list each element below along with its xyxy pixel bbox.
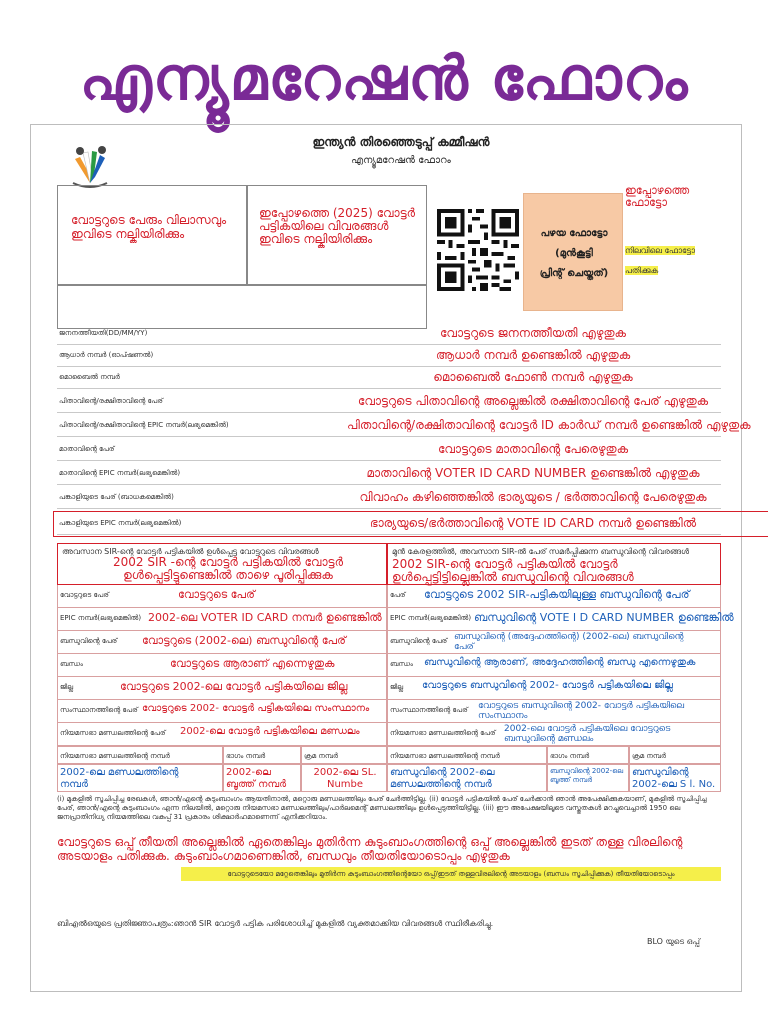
relative-2002-section: മുൻ കേരളത്തിൽ, അവസാന SIR-ൽ പേര് സമർപ്പിക്കുന്ന ബന്ധുവിന്റെ വിവരങ്ങൾ 2002 SIR-ന്റെ വോട്ടർ പട്ടികയിൽ വോട്ടർ ഉൾപ്പെട്ടിട്ടില്ലെങ്കിൽ ബന്ധുവിന്റെ വിവരങ്ങൾ: [387, 543, 721, 585]
signature-instruction: വോട്ടറുടെ ഒപ്പ് തീയതി അല്ലെങ്കിൽ ഏതെങ്കിലും മുതിർന്ന കുടുംബാംഗത്തിന്റെ ഒപ്പ് അല്ലെങ്കിൽ ഇടത് തള്ള വിരലിന്റെ അടയാളം പതിക്കുക. കുടുംബാംഗമാണെങ്കിൽ, ബന്ധവും തീയതിയോടൊപ്പം എഴുതുക: [57, 835, 683, 863]
mother-name-row: മാതാവിന്റെ പേര് വോട്ടറുടെ മാതാവിന്റെ പേരെഴുതുക: [57, 439, 721, 461]
relative-constituency-cell: നിയമസഭാ മണ്ഡലത്തിന്റെ പേര് 2002-ലെ വോട്ടർ പട്ടികയിലെ വോട്ടറുടെ ബന്ധുവിന്റെ മണ്ഡലം: [387, 723, 721, 746]
new-photo-label: ഇപ്പോഴത്തെ ഫോട്ടോ: [625, 184, 690, 209]
blo-signature: BLO യുടെ ഒപ്പ്: [647, 937, 700, 946]
father-epic-row: പിതാവിന്റെ/രക്ഷിതാവിന്റെ EPIC നമ്പർ(ലഭ്യമെങ്കിൽ) പിതാവിന്റെ/രക്ഷിതാവിന്റെ വോട്ടർ ID കാർഡ് നമ്പർ ഉണ്ടെങ്കിൽ എഴുതുക: [57, 415, 721, 437]
spouse-epic-row: പങ്കാളിയുടെ EPIC നമ്പർ(ലഭ്യമെങ്കിൽ) ഭാര്യയുടെ/ഭർത്താവിന്റെ VOTE ID CARD നമ്പർ ഉണ്ടെങ്കിൽ: [57, 513, 721, 535]
td-relative-constituency-no: ബന്ധുവിന്റെ 2002-ലെ മണ്ഡലത്തിന്റെ നമ്പർ: [387, 764, 547, 792]
signature-bar: വോട്ടറുടെയോ മറ്റേതെങ്കിലും മുതിർന്ന കുടുംബാംഗത്തിന്റെയോ ഒപ്പ്/ഇടത് തള്ളവിരലിന്റെ അടയാളം (ബന്ധം സൂചിപ്പിക്കുക) തീയതിയോടൊപ്പം: [181, 867, 721, 881]
new-photo-instruction: നിലവിലെ ഫോട്ടോ പതിക്കുക: [625, 246, 696, 275]
td-serial-no: 2002-ലെ SL. Numbe: [301, 764, 387, 792]
enumeration-form: [30, 124, 751, 992]
qr-code-icon: [437, 207, 519, 293]
page-title: എന്യൂമറേഷൻ ഫോറം: [79, 44, 689, 114]
td-relative-serial-no: ബന്ധുവിന്റെ 2002-ലെ S l. No.: [629, 764, 721, 792]
relative-state-cell: സംസ്ഥാനത്തിന്റെ പേര് വോട്ടറുടെ ബന്ധുവിന്റെ 2002- വോട്ടർ പട്ടികയിലെ സംസ്ഥാനം: [387, 700, 721, 723]
voter-district-cell: ജില്ല വോട്ടറുടെ 2002-ലെ വോട്ടർ പട്ടികയിലെ ജില്ല: [57, 677, 387, 700]
voter-name-cell: വോട്ടറുടെ പേര് വോട്ടറുടെ പേര്: [57, 585, 387, 608]
mobile-row: മൊബൈൽ നമ്പർ മൊബൈൽ ഫോൺ നമ്പർ എഴുതുക: [57, 367, 721, 389]
relative-epic-cell: EPIC നമ്പർ(ലഭ്യമെങ്കിൽ) ബന്ധുവിന്റെ VOTE I D CARD NUMBER ഉണ്ടെങ്കിൽ: [387, 608, 721, 631]
voter-2002-section: അവസാന SIR-ന്റെ വോട്ടർ പട്ടികയിൽ ഉൾപ്പെട്ട വോട്ടറുടെ വിവരങ്ങൾ 2002 SIR -ന്റെ വോട്ടർ പട്ടികയിൽ വോട്ടർ ഉൾപ്പെട്ടിട്ടുണ്ടെങ്കിൽ താഴെ പൂരിപ്പിക്കുക: [57, 543, 387, 585]
voter-state-cell: സംസ്ഥാനത്തിന്റെ പേര് വോട്ടറുടെ 2002- വോട്ടർ പട്ടികയിലെ സംസ്ഥാനം: [57, 700, 387, 723]
address-hint: വോട്ടറുടെ പേരും വിലാസവും ഇവിടെ നല്കിയിരിക്കും: [71, 213, 227, 241]
td-relative-part-no: ബന്ധുവിന്റെ 2002-ലെ ബൂത്ത് നമ്പർ: [547, 764, 629, 792]
old-photo-label: പഴയ ഫോട്ടോ (മുൻകൂട്ടി പ്രിന്റ് ചെയ്തത്): [539, 228, 609, 279]
old-photo-box: [523, 193, 623, 311]
declaration-notes: (i) മുകളിൽ സൂചിപ്പിച്ച രേഖകൾ, ഞാൻ/എന്റെ കുടുംബാംഗം ആയതിനാൽ, മറ്റൊരു മണ്ഡലത്തിലും പേര് ചേർത്തിട്ടില്ല. (ii) വോട്ടർ പട്ടികയിൽ പേര് ചേർക്കാൻ ഞാൻ അപേക്ഷിക്കുകയാണ്, മുകളിൽ സൂചിപ്പിച്ച പേര്, ഞാൻ/എന്റെ കുടുംബാംഗം എന്ന നിലയിൽ, മറ്റൊരു നിയമസഭാ മണ്ഡലത്തിലും/പാർലമെന്റ് മണ്ഡലത്തിലും ഉൾപ്പെടുത്തിയിട്ടില്ല. (iii) ഈ അപേക്ഷയിലൂടെ വസ്തുതകൾ മറച്ചുവെച്ചാൽ 1950 ലെ ജനപ്രാതിനിധ്യ നിയമത്തിലെ വകുപ്പ് 31 പ്രകാരം ശിക്ഷാർഹമാണെന്ന് എനിക്കറിയാം.: [57, 795, 707, 821]
voter-relation-cell: ബന്ധം വോട്ടറുടെ ആരാണ് എന്നെഴുതുക: [57, 654, 387, 677]
blo-confirmation: ബിഎൽഒയുടെ പ്രതിജ്ഞാപത്രം:ഞാൻ SIR വോട്ടർ പട്ടിക പരിശോധിച്ച് മുകളിൽ വ്യക്തമാക്കിയ വിവരങ്ങൾ സ്ഥിരീകരിച്ചു.: [57, 919, 494, 928]
relative-name-cell: പേര് വോട്ടറുടെ 2002 SIR-പട്ടികയിലുള്ള ബന്ധുവിന്റെ പേര്: [387, 585, 721, 608]
dob-row: ജനനത്തീയതി(DD/MM/YY) വോട്ടറുടെ ജനനത്തീയതി എഴുതുക: [57, 323, 721, 345]
mother-epic-row: മാതാവിന്റെ EPIC നമ്പർ(ലഭ്യമെങ്കിൽ) മാതാവിന്റെ VOTER ID CARD NUMBER ഉണ്ടെങ്കിൽ എഴുതുക: [57, 463, 721, 485]
voter-constituency-cell: നിയമസഭാ മണ്ഡലത്തിന്റെ പേര് 2002-ലെ വോട്ടർ പട്ടികയിലെ മണ്ഡലം: [57, 723, 387, 746]
spouse-name-row: പങ്കാളിയുടെ പേര് (ബാധകമെങ്കിൽ) വിവാഹം കഴിഞ്ഞെങ്കിൽ ഭാര്യയുടെ / ഭർത്താവിന്റെ പേരെഴുതുക: [57, 487, 721, 509]
voter-epic-cell: EPIC നമ്പർ(ലഭ്യമെങ്കിൽ) 2002-ലെ VOTER ID CARD നമ്പർ ഉണ്ടെങ്കിൽ: [57, 608, 387, 631]
relative-relation-cell: ബന്ധം ബന്ധുവിന്റെ ആരാണ്, അദ്ദേഹത്തിന്റെ ബന്ധു എന്നെഴുതുക: [387, 654, 721, 677]
form-subtitle: എന്യൂമറേഷൻ ഫോറം: [351, 155, 451, 166]
th-serial-no: ക്രമ നമ്പർ: [301, 746, 387, 764]
th-relative-constituency-no: നിയമസഭാ മണ്ഡലത്തിന്റെ നമ്പർ: [387, 746, 547, 764]
voter-relative-name-cell: ബന്ധുവിന്റെ പേര് വോട്ടറുടെ (2002-ലെ) ബന്ധുവിന്റെ പേര്: [57, 631, 387, 654]
th-part-no: ഭാഗം നമ്പർ: [223, 746, 301, 764]
th-relative-serial-no: ക്രമ നമ്പർ: [629, 746, 721, 764]
commission-name: ഇന്ത്യൻ തിരഞ്ഞെടുപ്പ് കമ്മീഷൻ: [312, 135, 490, 149]
th-relative-part-no: ഭാഗം നമ്പർ: [547, 746, 629, 764]
th-constituency-no: നിയമസഭാ മണ്ഡലത്തിന്റെ നമ്പർ: [57, 746, 223, 764]
relative-district-cell: ജില്ല വോട്ടറുടെ ബന്ധുവിന്റെ 2002- വോട്ടർ പട്ടികയിലെ ജില്ല: [387, 677, 721, 700]
aadhaar-row: ആധാർ നമ്പർ (ഓപ്ഷണൽ) ആധാർ നമ്പർ ഉണ്ടെങ്കിൽ എഴുതുക: [57, 345, 721, 367]
current-roll-hint: ഇപ്പോഴത്തെ (2025) വോട്ടർ പട്ടികയിലെ വിവരങ്ങൾ ഇവിടെ നല്കിയിരിക്കും: [259, 206, 416, 246]
father-name-row: പിതാവിന്റെ/രക്ഷിതാവിന്റെ പേര് വോട്ടറുടെ പിതാവിന്റെ അല്ലെങ്കിൽ രക്ഷിതാവിന്റെ പേര് എഴുതുക: [57, 391, 721, 413]
relative-relative-name-cell: ബന്ധുവിന്റെ പേര് ബന്ധുവിന്റെ (അദ്ദേഹത്തിന്റെ) (2002-ലെ) ബന്ധുവിന്റെ പേര്: [387, 631, 721, 654]
td-constituency-no: 2002-ലെ മണ്ഡലത്തിന്റെ നമ്പർ: [57, 764, 223, 792]
new-photo-box: [625, 185, 721, 317]
td-part-no: 2002-ലെ ബൂത്ത് നമ്പർ: [223, 764, 301, 792]
